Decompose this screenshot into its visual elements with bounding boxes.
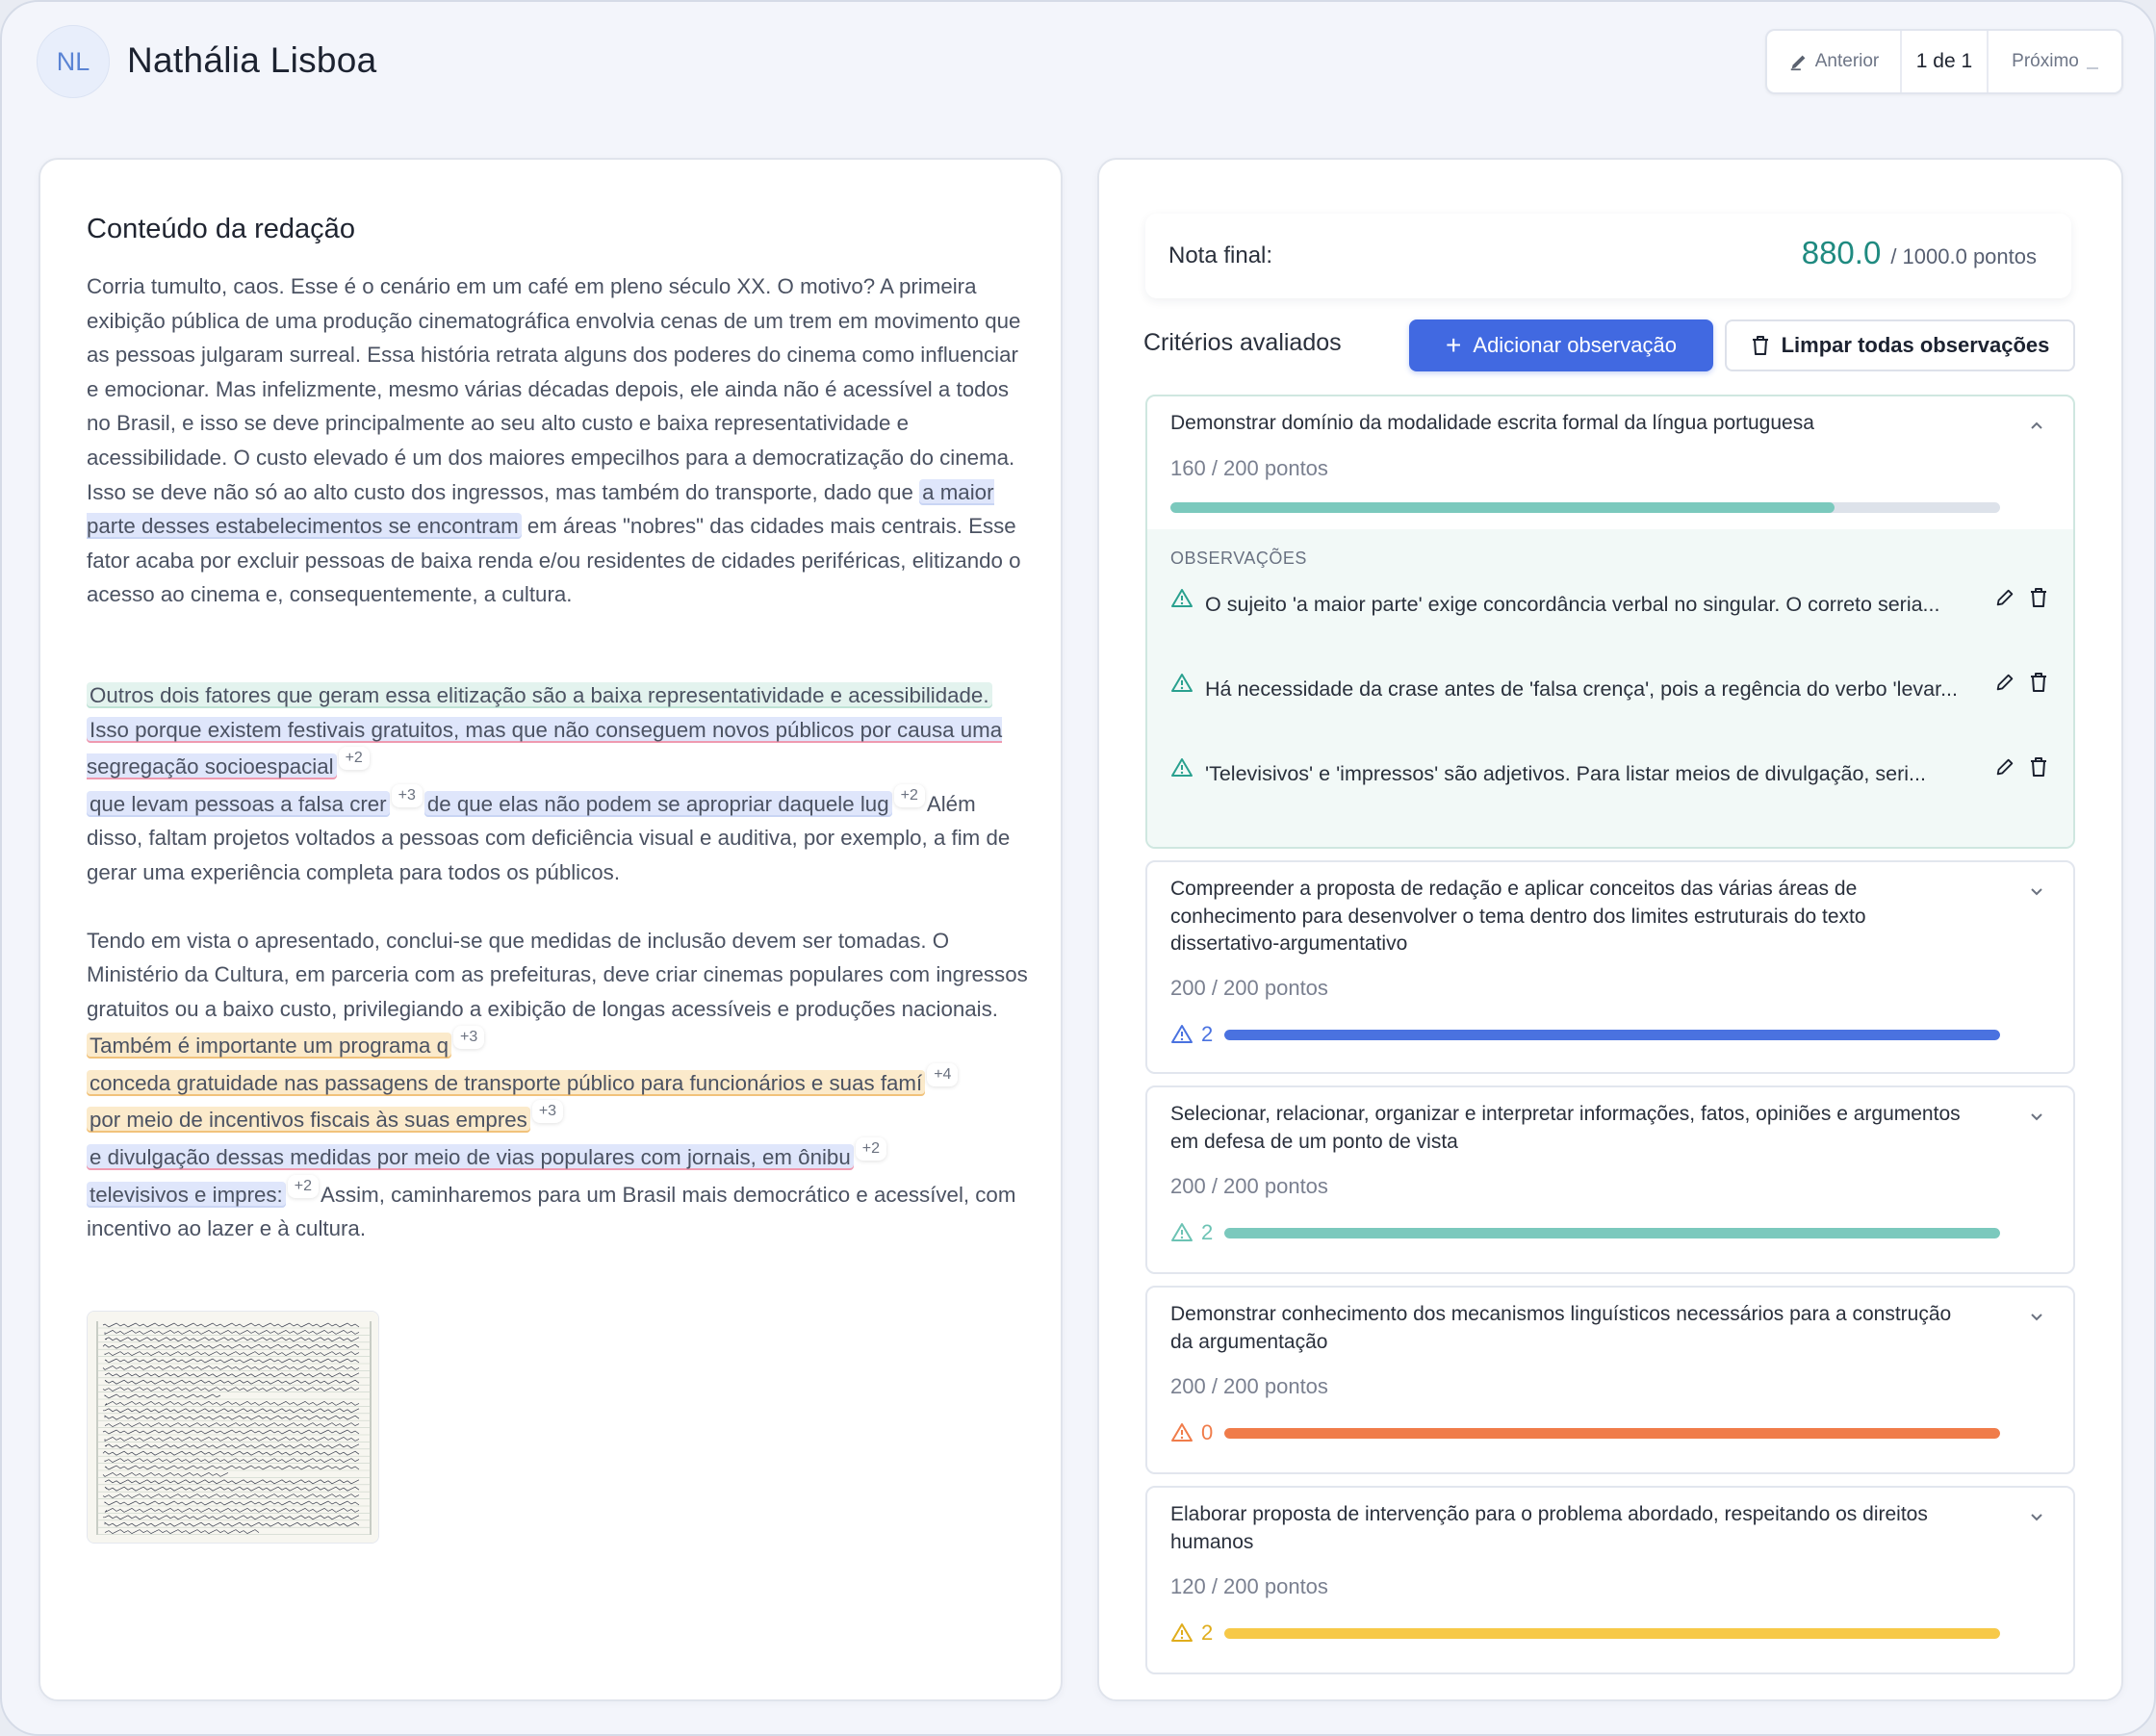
criterion-points: 200 / 200 pontos (1170, 976, 1328, 1000)
final-score-max: / 1000.0 pontos (1890, 244, 2037, 268)
criterion-points: 200 / 200 pontos (1170, 1374, 1328, 1398)
final-score-label: Nota final: (1168, 243, 1273, 268)
criterion-title: Compreender a proposta de redação e aplicar conceitos das várias áreas de conhecimento para desenvolver o tema dentro dos limites estruturais do texto dissertativo-argumentativo (1170, 878, 1866, 956)
warning-icon (1170, 756, 1194, 779)
chevron-down-icon[interactable] (2027, 881, 2046, 901)
criterion-progress-bar (1224, 1030, 2000, 1040)
highlight-count-badge[interactable]: +2 (894, 784, 925, 807)
chevron-up-icon[interactable] (2027, 416, 2046, 435)
essay-paragraph-1 (87, 269, 1030, 612)
plus-icon: + (1446, 330, 1462, 360)
highlight-count-badge[interactable]: +2 (288, 1175, 319, 1198)
warning-count-value: 2 (1201, 1220, 1214, 1244)
previous-label: Anterior (1814, 51, 1880, 71)
progress-fill (1224, 1628, 2000, 1639)
warning-count-value: 2 (1201, 1022, 1214, 1046)
criterion-card[interactable] (1145, 1286, 2075, 1474)
criterion-progress-bar (1170, 502, 2000, 513)
warning-icon (1170, 587, 1194, 610)
student-name: Nathália Lisboa (127, 40, 377, 80)
final-score-card (1145, 214, 2071, 298)
observation-item (1170, 672, 2037, 749)
warning-icon (1170, 1621, 1194, 1645)
highlight[interactable]: a maior parte desses estabelecimentos se encontram (87, 479, 994, 539)
avatar: NL (37, 25, 110, 98)
criterion-title: Elaborar proposta de intervenção para o problema abordado, respeitando os direitos humanos (1170, 1503, 1928, 1553)
highlight[interactable]: televisivos e impres: (87, 1182, 286, 1208)
highlight[interactable]: Isso porque existem festivais gratuitos, mas que não conseguem novos públicos por causa uma segregação socioespacial (87, 717, 1003, 779)
delete-icon[interactable] (2029, 756, 2048, 778)
header (2, 2, 2154, 127)
add-observation-button[interactable] (1409, 319, 1713, 371)
pencil-icon (1788, 51, 1810, 72)
progress-fill (1170, 502, 1835, 513)
edit-icon[interactable] (1994, 587, 2015, 608)
observation-item (1170, 756, 2037, 833)
highlight-count-badge[interactable]: +2 (856, 1137, 886, 1161)
essay-text: Corria tumulto, caos. Esse é o cenário em um café em pleno século XX. O motivo? A primeira exibição pública de uma produção cinematográfica envolvia cenas de um trem em movimento que as pessoas julgaram surreal. Essa história retrata alguns dos poderes do cinema como influenciar e emocionar. Mas infelizmente, mesmo várias décadas depois, ele ainda não é acessível a todos no Brasil, e isso se deve principalmente ao seu alto custo e baixa representatividade e acessibilidade. O custo elevado é um dos maiores empecilhos para a democratização do cinema. Isso se deve não só ao alto custo dos ingressos, mas também do transporte, dado que (87, 274, 1021, 504)
highlight[interactable]: Outros dois fatores que geram essa elitização são a baixa representatividade e acessibilidade. (87, 682, 992, 708)
essay-content (87, 269, 1030, 1246)
warning-icon (1170, 1023, 1194, 1046)
add-observation-label: Adicionar observação (1473, 333, 1677, 357)
criterion-progress-bar (1224, 1628, 2000, 1639)
essay-paragraph-3 (87, 924, 1030, 1246)
progress-fill (1224, 1228, 2000, 1238)
warning-count (1170, 1420, 1213, 1445)
highlight[interactable]: e divulgação dessas medidas por meio de vias populares com jornais, em ônibu (87, 1144, 854, 1170)
highlight-count-badge[interactable]: +2 (339, 747, 370, 770)
criterion-card[interactable] (1145, 860, 2075, 1074)
criteria-title: Critérios avaliados (1143, 329, 1342, 356)
essay-paragraph-2 (87, 678, 1030, 890)
observation-text: 'Televisivos' e 'impressos' são adjetivos. Para listar meios de divulgação, seri... (1205, 762, 1926, 785)
warning-icon (1170, 672, 1194, 695)
observations-section (1147, 529, 2073, 849)
progress-fill (1224, 1030, 2000, 1040)
chevron-down-icon[interactable] (2027, 1107, 2046, 1126)
handwritten-essay-thumbnail[interactable] (87, 1311, 379, 1544)
progress-fill (1224, 1428, 2000, 1439)
delete-icon[interactable] (2029, 587, 2048, 608)
highlight-count-badge[interactable]: +4 (927, 1063, 958, 1086)
criterion-card (1145, 395, 2075, 849)
warning-count-value: 0 (1201, 1420, 1214, 1444)
criterion-title: Selecionar, relacionar, organizar e interpretar informações, fatos, opiniões e argumentos em defesa de um ponto de vista (1170, 1103, 1961, 1153)
highlight-count-badge[interactable]: +3 (532, 1100, 563, 1123)
highlight-count-badge[interactable]: +3 (453, 1026, 484, 1049)
trash-icon (1751, 335, 1770, 356)
warning-count (1170, 1220, 1213, 1245)
previous-button[interactable] (1767, 31, 1902, 92)
highlight[interactable]: Também é importante um programa q (87, 1033, 451, 1059)
grading-panel (1097, 158, 2123, 1701)
page-count: 1 de 1 (1902, 31, 1989, 92)
warning-icon (1170, 1221, 1194, 1244)
edit-icon[interactable] (1994, 756, 2015, 778)
warning-count (1170, 1022, 1213, 1047)
warning-icon (1170, 1421, 1194, 1444)
essay-panel (38, 158, 1063, 1701)
next-label: Próximo (2012, 51, 2079, 71)
pager (1765, 29, 2123, 94)
criterion-title: Demonstrar domínio da modalidade escrita formal da língua portuguesa (1170, 412, 1814, 434)
essay-text: em áreas "nobres" das cidades mais centrais. Esse fator acaba por excluir pessoas de baixa renda e/ou residentes de cidades periféricas, elitizando o acesso ao cinema e, consequentemente, a cultura. (87, 514, 1021, 607)
clear-observations-label: Limpar todas observações (1781, 333, 2050, 357)
criterion-points: 200 / 200 pontos (1170, 1174, 1328, 1198)
essay-title: Conteúdo da redação (87, 214, 355, 244)
observation-item (1170, 587, 2037, 664)
final-score-value: 880.0 (1801, 235, 1882, 270)
highlight[interactable]: por meio de incentivos fiscais às suas empres (87, 1107, 530, 1133)
next-dash-icon (2087, 67, 2098, 69)
edit-icon[interactable] (1994, 672, 2015, 693)
essay-text: Além disso, faltam projetos voltados a pessoas com deficiência visual e auditiva, por exemplo, a fim de gerar uma experiência completa para todos os públicos. (87, 791, 1011, 884)
essay-text: Tendo em vista o apresentado, conclui-se que medidas de inclusão devem ser tomadas. O Ministério da Cultura, em parceria com as prefeituras, deve criar cinemas populares com ingressos gratuitos ou a baixo custo, privilegiando a exibição de longas acessíveis e produções nacionais. (87, 928, 1028, 1021)
chevron-down-icon[interactable] (2027, 1307, 2046, 1326)
criterion-title: Demonstrar conhecimento dos mecanismos linguísticos necessários para a construção da argumentação (1170, 1303, 1952, 1353)
warning-count (1170, 1621, 1213, 1646)
criterion-points: 160 / 200 pontos (1170, 456, 1328, 480)
essay-text: Assim, caminharemos para um Brasil mais democrático e acessível, com incentivo ao lazer e à cultura. (87, 1182, 1016, 1241)
observations-title: OBSERVAÇÕES (1170, 549, 1307, 568)
chevron-down-icon[interactable] (2027, 1507, 2046, 1526)
criterion-card[interactable] (1145, 1085, 2075, 1274)
highlight-count-badge[interactable]: +3 (392, 784, 423, 807)
highlight[interactable]: conceda gratuidade nas passagens de transporte público para funcionários e suas famí (87, 1070, 925, 1096)
criterion-progress-bar (1224, 1428, 2000, 1439)
highlight[interactable]: de que elas não podem se apropriar daquele lug (424, 791, 892, 817)
clear-observations-button[interactable] (1725, 319, 2075, 371)
highlight[interactable]: que levam pessoas a falsa crer (87, 791, 390, 817)
warning-count-value: 2 (1201, 1621, 1214, 1645)
criterion-progress-bar (1224, 1228, 2000, 1238)
observation-text: O sujeito 'a maior parte' exige concordância verbal no singular. O correto seria... (1205, 593, 1940, 616)
observation-text: Há necessidade da crase antes de 'falsa crença', pois a regência do verbo 'levar... (1205, 677, 1958, 701)
criterion-card[interactable] (1145, 1486, 2075, 1674)
criterion-points: 120 / 200 pontos (1170, 1574, 1328, 1598)
delete-icon[interactable] (2029, 672, 2048, 693)
next-button[interactable] (1989, 31, 2121, 92)
